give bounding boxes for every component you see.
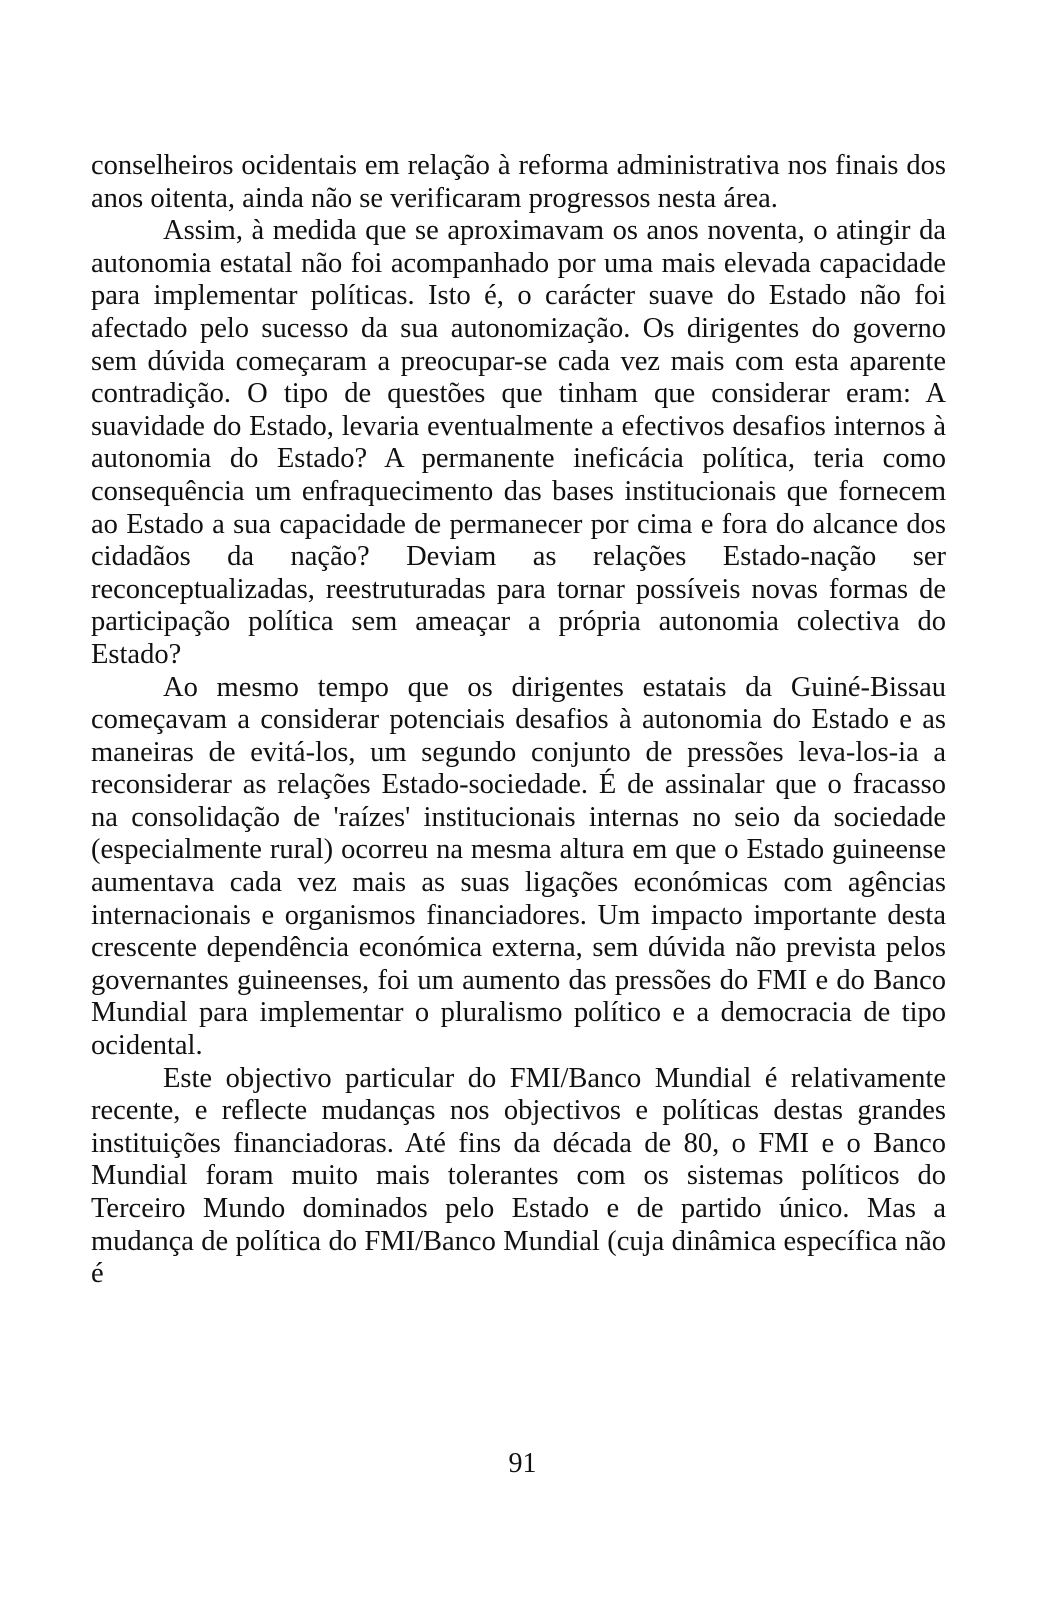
paragraph-state-autonomy: Assim, à medida que se aproximavam os anos noventa, o atingir da autonomia estatal não foi acompanhado por uma mais elevada capacidade para implementar políticas. Isto é, o carácter suave do Estado não foi afectado pelo sucesso da sua autonomização. Os dirigentes do governo sem dúvida começaram a preocupar-se cada vez mais com esta aparente contradição. O tipo de questões que tinham que considerar eram: A suavidade do Estado, levaria eventualmente a efectivos desafios internos à autonomia do Estado? A permanente ineficácia política, teria como consequência um enfraquecimento das bases institucionais que fornecem ao Estado a sua capacidade de permanecer por cima e fora do alcance dos cidadãos da nação? Deviam as relações Estado-nação ser reconceptualizadas, reestruturadas para tornar possíveis novas formas de participação política sem ameaçar a própria autonomia colectiva do Estado? (91, 215, 946, 670)
paragraph-continuation: conselheiros ocidentais em relação à reforma administrativa nos finais dos anos oitenta, ainda não se verificaram progressos nesta área. (91, 150, 946, 214)
page-number: 91 (508, 1448, 537, 1479)
body-text (91, 150, 946, 1291)
paragraph-imf-world-bank: Este objectivo particular do FMI/Banco Mundial é relativamente recente, e reflecte mudanças nos objectivos e políticas destas grandes instituições financiadoras. Até fins da década de 80, o FMI e o Banco Mundial foram muito mais tolerantes com os sistemas políticos do Terceiro Mundo dominados pelo Estado e de partido único. Mas a mudança de política do FMI/Banco Mundial (cuja dinâmica específica não é (91, 1062, 946, 1290)
paragraph-state-society: Ao mesmo tempo que os dirigentes estatais da Guiné-Bissau começavam a considerar potenciais desafios à autonomia do Estado e as maneiras de evitá-los, um segundo conjunto de pressões leva-los-ia a reconsiderar as relações Estado-sociedade. É de assinalar que o fracasso na consolidação de 'raízes' institucionais internas no seio da sociedade (especialmente rural) ocorreu na mesma altura em que o Estado guineense aumentava cada vez mais as suas ligações económicas com agências internacionais e organismos financiadores. Um impacto importante desta crescente dependência económica externa, sem dúvida não prevista pelos governantes guineenses, foi um aumento das pressões do FMI e do Banco Mundial para implementar o pluralismo político e a democracia de tipo ocidental. (91, 671, 946, 1062)
